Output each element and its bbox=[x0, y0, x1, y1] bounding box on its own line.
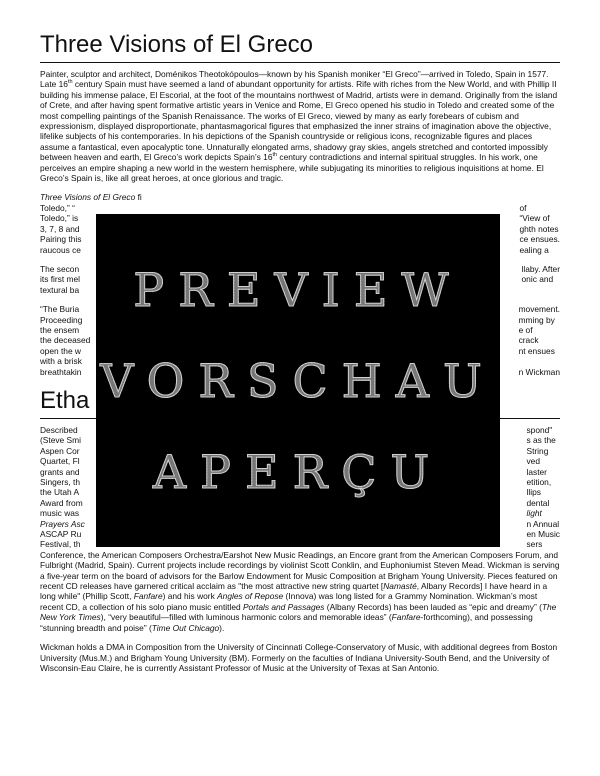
italic-title: Time Out Chicago bbox=[151, 622, 220, 633]
text-run: Prayers Asc bbox=[40, 518, 85, 529]
text-run: (Albany Records) has been lauded as “epic and dreamy” ( bbox=[324, 601, 542, 612]
italic-title: Fanfare bbox=[133, 591, 163, 602]
text-run: its first mel bbox=[40, 274, 81, 285]
text-run: llaby. After bbox=[521, 263, 560, 274]
text-run: n Annual bbox=[526, 518, 560, 529]
text-run: -forthcoming), and possessing “stunning breadth and poise” ( bbox=[40, 612, 533, 633]
text-run: the deceased bbox=[40, 335, 91, 346]
text-run: onic and bbox=[521, 274, 554, 285]
text-run: Toledo,” “ bbox=[40, 202, 75, 213]
text-run: with a brisk bbox=[40, 356, 82, 367]
text-run bbox=[522, 285, 560, 295]
signature: n Wickman bbox=[518, 366, 560, 377]
text-run: sers bbox=[526, 539, 543, 550]
text-run: Proceeding bbox=[40, 314, 83, 325]
text-run: en Music bbox=[526, 529, 560, 540]
text-run: laster bbox=[526, 466, 547, 477]
text-run: Described bbox=[40, 424, 78, 435]
text-run: llips bbox=[526, 487, 541, 498]
text-run: ASCAP Ru bbox=[40, 529, 82, 540]
italic-title: Angles of Repose bbox=[217, 591, 284, 602]
education-paragraph: Wickman holds a DMA in Composition from the University of Cincinnati College-Conservatory of Music, with additional degrees from Boston University (Mus.M.) and Brigham Young University (BM). Formerly on the faculties of Indiana University-South Bend, and the University of Wisconsin-Eau Claire, he is currently Assistant Professor of Music at the University of Texas at San Antonio. bbox=[40, 642, 558, 673]
italic-title: Namasté bbox=[383, 581, 417, 592]
text-run: Quartet, Fl bbox=[40, 456, 80, 467]
text-run: the ensem bbox=[40, 324, 80, 335]
italic-title: Three Visions of El Greco bbox=[40, 192, 136, 203]
text-run: mming by bbox=[518, 314, 555, 325]
text-run: music was bbox=[40, 508, 80, 519]
superscript: th bbox=[67, 79, 73, 86]
text-run: ce ensues. bbox=[519, 234, 560, 245]
text-run: open the w bbox=[40, 345, 81, 356]
watermark-apercu: APERÇU bbox=[152, 444, 444, 499]
text-run: s as the bbox=[526, 435, 556, 446]
text-run: ealing a bbox=[519, 244, 549, 255]
text-run: breathtakin bbox=[40, 366, 82, 377]
section-title-bio: Etha bbox=[40, 386, 560, 419]
text-run: Festival, th bbox=[40, 539, 81, 550]
watermark-vorschau: VORSCHAU bbox=[100, 353, 496, 408]
text-run: the Utah A bbox=[40, 487, 80, 498]
text-run: The secon bbox=[40, 263, 80, 274]
text-run: grants and bbox=[40, 466, 80, 477]
text-run: Conference, the American Composers Orchestra/Earshot New Music Readings, an Encore grant from the American Composers Forum, and Fulbright (Madrid, Spain). Current projects include recordings by violinist Scott Conklin, and Euphoniumist Steven Mead. Wickman is serving a five-year term on the board of advisors for the Barlow Endowment for Music Composition at Brigham Young University. Pieces featured on recent CD releases have garnered critical acclaim as "the most attractive new string quartet [ bbox=[40, 549, 560, 592]
italic-title: Portals and Passages bbox=[242, 601, 325, 612]
text-run: etition, bbox=[526, 477, 552, 487]
text-run: Singers, th bbox=[40, 477, 81, 487]
text-run: raucous ce bbox=[40, 244, 81, 255]
text-run: century Spain must have seemed a land of abundant opportunity for artists. Rife with riches from the New World, and with Phillip II building his immense palace, El Escorial, at the foot of the mountains northwest of Madrid, artists were in demand. Originally from the island of Crete, and after having spent formative artistic years in Venice and Rome, El Greco opened his studio in Toledo and created some of the most compelling paintings of the Spanish Renaissance. The works of El Greco, viewed by many as early forebears of cubism and expressionism, displayed disproportionate, phantasmagorical figures that emphasized the inner strains of imagination above the objective, lifelike subjects of his contemporaries. In his depictions of the Spanish countryside or religious icons, recognizable figures and places assume a fantastical, even apocalyptic tone. Unnaturally elongated arms, shadowy gray skies, angels stretched and contorted impossibly between heaven and earth, El Greco’s work depicts Spain’s 16 bbox=[40, 79, 558, 163]
italic-title: Fanfare bbox=[391, 612, 421, 623]
text-run: Painter, sculptor and architect, Doménikos Theotokópoulos—known by his Spanish moniker “El Greco”—arrived in Toledo, Spain in 1577. Late 16 bbox=[40, 69, 549, 90]
text-run bbox=[40, 192, 515, 202]
text-run: spond" bbox=[526, 424, 553, 435]
text-run: (Innova) was long listed for a Grammy Nomination. Wickman’s most recent CD, a collection of his solo piano music entitled bbox=[40, 591, 538, 612]
preview-watermark-overlay bbox=[96, 214, 500, 547]
text-run: ). bbox=[219, 622, 225, 633]
el-greco-intro-paragraph bbox=[40, 69, 560, 183]
text-run: Award from bbox=[40, 497, 83, 508]
text-run: ) and his work bbox=[162, 591, 218, 602]
text-run: ), “very beautiful—filled with luminous harmonic colors and memorable ideas” ( bbox=[100, 612, 392, 623]
text-run: Pairing this bbox=[40, 234, 82, 245]
text-run: light bbox=[526, 508, 542, 519]
text-run: movement. bbox=[518, 304, 560, 315]
text-run: “The Buria bbox=[40, 304, 80, 315]
text-run: ved bbox=[526, 456, 540, 467]
text-run: Toledo,” is bbox=[40, 213, 79, 224]
text-run: crack bbox=[518, 335, 539, 346]
text-run: 3, 7, 8 and bbox=[40, 223, 80, 234]
text-run: “View of bbox=[519, 213, 550, 224]
text-run: , Albany Records] I have heard in a long while" (Phillip Scott, bbox=[40, 581, 548, 602]
text-run: nt ensues bbox=[518, 345, 555, 356]
section-title-el-greco: Three Visions of El Greco bbox=[40, 30, 560, 63]
bio-paragraph-continued bbox=[40, 550, 560, 633]
text-run: dental bbox=[526, 497, 550, 508]
text-run: textural ba bbox=[40, 284, 80, 295]
text-run: (Steve Smi bbox=[40, 435, 81, 446]
watermark-preview: PREVIEW bbox=[133, 262, 463, 317]
superscript: th bbox=[272, 152, 278, 159]
text-run: e of bbox=[518, 324, 533, 335]
text-run bbox=[519, 356, 560, 366]
text-run: century contradictions and internal spiritual struggles. In his work, one perceives an empire shaping a new world in the western hemisphere, while subjugating its minorities to religious inquisitions at home. El Greco’s Spain is, like all great heroes, at once glorious and tragic. bbox=[40, 152, 544, 184]
text-run: of bbox=[519, 202, 527, 213]
text-run: Aspen Cor bbox=[40, 445, 80, 456]
text-run: fi bbox=[135, 192, 142, 203]
text-run: ghth notes bbox=[519, 223, 559, 234]
italic-title: The New York Times bbox=[40, 601, 557, 623]
text-run: String bbox=[526, 445, 549, 456]
